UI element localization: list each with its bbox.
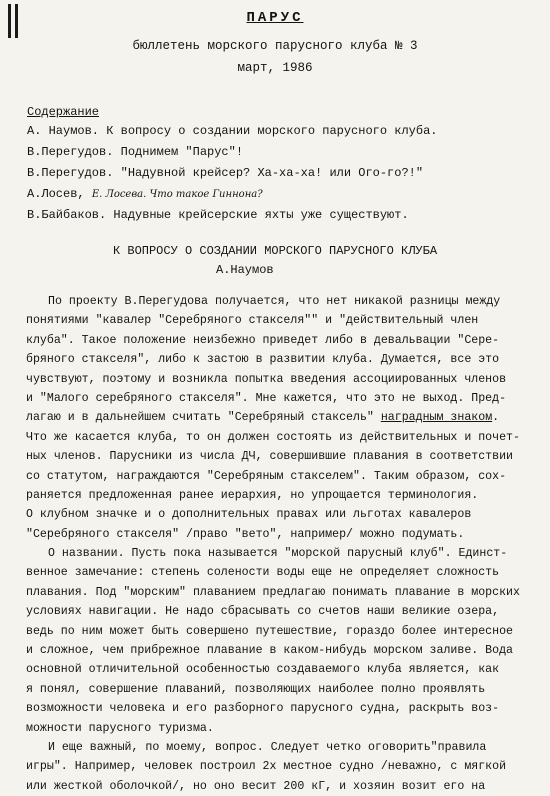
article-line: По проекту В.Перегудова получается, что нет никакой разницы между <box>48 295 501 308</box>
line-text: лагаю и в дальнейшем считать "Серебряный стаксель" <box>26 411 381 425</box>
contents-item-text: А.Лосев, <box>27 187 85 201</box>
article-line: я понял, совершение плаваний, позволяющих наиболее полно проявлять <box>26 682 486 696</box>
article-line: можности парусного туризма. <box>26 721 214 735</box>
contents-item-text: В.Байбаков. Надувные крейсерские яхты уже существуют. <box>27 208 409 222</box>
line-text: . <box>492 411 500 425</box>
contents-item-text: В.Перегудов. Поднимем "Парус"! <box>27 145 244 159</box>
bulletin-title: ПАРУС <box>246 10 304 26</box>
article-line: Что же касается клуба, то он должен состоять из действительных и почет- <box>26 430 520 444</box>
article-line: и сложное, чем прибрежное плавание в каком-нибудь морском заливе. Вода <box>26 644 514 658</box>
article-line: бряного стакселя", либо к застою в развитии клуба. Думается, все это <box>26 353 500 367</box>
article-line: плавания. Под "морским" плаванием предлагаю понимать плавание в морских <box>26 585 520 599</box>
article-line: условиях навигации. Не надо сбрасывать со счетов наши великие озера, <box>26 605 500 619</box>
article-line: О клубном значке и о дополнительных правах или льготах кавалеров <box>26 508 472 522</box>
bulletin-subtitle: бюллетень морского парусного клуба № 3 <box>132 39 418 53</box>
article-line: ных членов. Парусники из числа ДЧ, совершившие плавания в соответствии <box>26 450 514 464</box>
contents-item-text: А. Наумов. К вопросу о создании морского парусного клуба. <box>27 124 438 138</box>
contents-item <box>27 163 542 184</box>
bulletin-date: март, 1986 <box>237 61 313 75</box>
contents-heading: Содержание <box>27 105 100 119</box>
article-line <box>26 408 546 427</box>
article-line: венное замечание: степень солености воды еще не определяет сложность <box>26 566 500 580</box>
contents-item-text: В.Перегудов. "Надувной крейсер? Ха-ха-ха! или Ого-го?!" <box>27 166 424 180</box>
article-line: основной отличительной особенностью создаваемого клуба является, как <box>26 663 500 677</box>
contents-item <box>27 184 542 205</box>
article-line: клуба". Такое положение неизбежно приведет либо в девальвации "Сере- <box>26 333 500 347</box>
article-title: К ВОПРОСУ О СОЗДАНИИ МОРСКОГО ПАРУСНОГО КЛУБА <box>112 244 438 258</box>
contents-list <box>27 121 542 226</box>
underlined-phrase: наградным знаком <box>380 411 493 425</box>
article-line: И еще важный, по моему, вопрос. Следует четко оговорить"правила <box>48 740 487 754</box>
article-line: "Серебряного стакселя" /право "вето", например/ можно подумать. <box>26 527 465 541</box>
article-line: игры". Например, человек построил 2х местное судно /неважно, с мягкой <box>26 760 507 774</box>
contents-item <box>27 205 542 226</box>
article-line: раняется предложенная ранее иерархия, но упрощается терминология. <box>26 488 479 502</box>
article-line: чувствуют, поэтому и возникла попытка введения ассоциированных членов <box>26 372 507 386</box>
article-body <box>26 292 546 796</box>
article-line: и "Малого серебряного стакселя". Мне кажется, что это не выход. Пред- <box>26 391 507 405</box>
article-line: понятиями "кавалер "Серебряного стакселя"" и "действительный член <box>26 314 479 328</box>
article-line: возможности человека и его разборного парусного судна, раскрыть воз- <box>26 702 500 716</box>
contents-item <box>27 121 542 142</box>
article-line: или жесткой оболочкой/, но оно весит 200 кГ, и хозяин возит его на <box>26 779 486 793</box>
article-line: со статутом, награждаются "Серебряным стакселем". Таким образом, сох- <box>26 469 507 483</box>
article-line: ведь по ним может быть совершено путешествие, гораздо более интересное <box>26 624 514 638</box>
contents-item <box>27 142 542 163</box>
article-line: О названии. Пусть пока называется "морской парусный клуб". Единст- <box>48 547 508 561</box>
article-author: А.Наумов <box>216 263 274 277</box>
handwritten-note: Е. Лосева. Что такое Гиннона? <box>91 189 263 200</box>
